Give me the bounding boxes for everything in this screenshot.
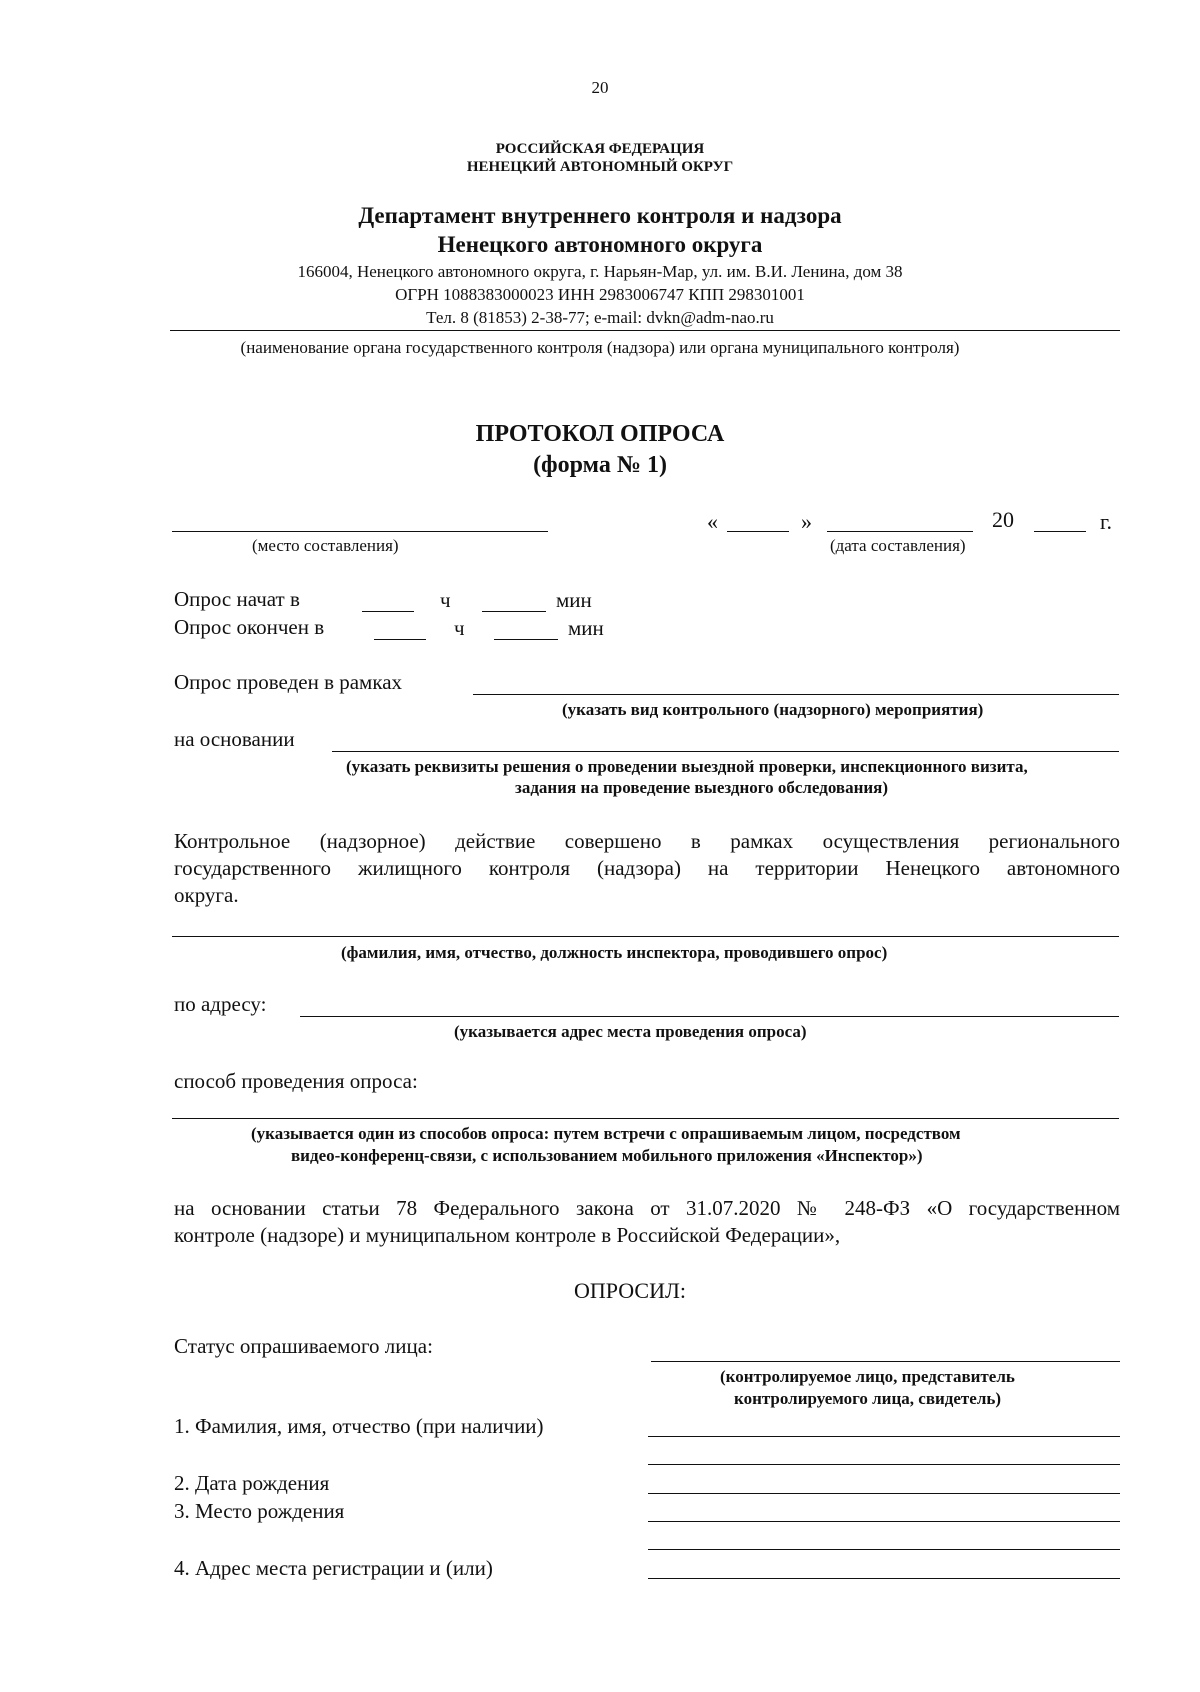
registration-address-line[interactable] [648,1578,1120,1579]
scope-field-line[interactable] [473,694,1119,695]
date-quote-close: » [801,509,812,534]
header-caption: (наименование органа государственного контроля (надзора) или органа муниципального контроля) [240,338,960,357]
basis-caption-line2: задания на проведение выездного обследования) [515,778,889,797]
ended-minutes-line[interactable] [494,639,558,640]
scope-caption: (указать вид контрольного (надзорного) мероприятия) [562,700,984,719]
interviewed-heading: ОПРОСИЛ: [573,1278,687,1303]
address-label: по адресу: [174,992,267,1016]
header-region: НЕНЕЦКИЙ АВТОНОМНЫЙ ОКРУГ [466,159,734,175]
method-caption-line1: (указывается один из способов опроса: путем встречи с опрашиваемым лицом, посредством [251,1124,961,1143]
date-quote-open: « [707,509,718,534]
header-underline [170,330,1120,331]
document-title: ПРОТОКОЛ ОПРОСА [475,421,725,447]
control-action-line2: государственного жилищного контроля (надзора) на территории Ненецкого автономного [174,856,1120,880]
started-label: Опрос начат в [174,587,300,611]
status-caption-line1: (контролируемое лицо, представитель [720,1367,1015,1386]
address-caption: (указывается адрес места проведения опроса) [454,1022,807,1041]
ended-hours-unit: ч [454,616,465,640]
day-field-line[interactable] [727,531,789,532]
full-name-line-2[interactable] [648,1464,1120,1465]
page-number: 20 [591,78,609,97]
birth-date-line[interactable] [648,1493,1120,1494]
address-field-line[interactable] [300,1016,1119,1017]
header-country: РОССИЙСКАЯ ФЕДЕРАЦИЯ [495,141,705,157]
started-minutes-line[interactable] [482,611,546,612]
department-registry: ОГРН 1088383000023 ИНН 2983006747 КПП 298301001 [395,285,805,304]
method-caption-line2: видео-конференц-связи, с использованием мобильного приложения «Инспектор») [291,1146,923,1165]
basis-label: на основании [174,727,295,751]
department-title-line1: Департамент внутреннего контроля и надзора [358,203,842,228]
year-prefix: 20 [992,507,1014,532]
full-name-line-1[interactable] [648,1436,1120,1437]
department-contacts: Тел. 8 (81853) 2-38-77; e-mail: dvkn@adm-nao.ru [426,308,774,327]
department-title-line2: Ненецкого автономного округа [437,232,763,257]
status-caption-line2: контролируемого лица, свидетель) [734,1389,1002,1408]
field-full-name: 1. Фамилия, имя, отчество (при наличии) [174,1414,544,1438]
birth-place-line-1[interactable] [648,1521,1120,1522]
method-label: способ проведения опроса: [174,1069,418,1093]
started-hours-unit: ч [440,588,451,612]
method-field-line[interactable] [172,1118,1119,1119]
status-field-line[interactable] [651,1361,1120,1362]
control-action-line1: Контрольное (надзорное) действие совершено в рамках осуществления регионального [174,829,1120,853]
ended-hours-line[interactable] [374,639,426,640]
started-minutes-unit: мин [556,588,592,612]
place-field-line[interactable] [172,531,548,532]
field-birth-place: 3. Место рождения [174,1499,345,1523]
started-hours-line[interactable] [362,611,414,612]
basis-caption-line1: (указать реквизиты решения о проведении выездной проверки, инспекционного визита, [346,757,1028,776]
department-address: 166004, Ненецкого автономного округа, г. Нарьян-Мар, ул. им. В.И. Ленина, дом 38 [297,262,903,281]
year-field-line[interactable] [1034,531,1086,532]
birth-place-line-2[interactable] [648,1549,1120,1550]
document-form-number: (форма № 1) [533,452,667,478]
basis-field-line[interactable] [332,751,1119,752]
field-registration-address: 4. Адрес места регистрации и (или) [174,1556,493,1580]
inspector-caption: (фамилия, имя, отчество, должность инспектора, проводившего опрос) [341,943,888,962]
legal-basis-line1: на основании статьи 78 Федерального закона от 31.07.2020 № 248-ФЗ «О государственном [174,1196,1120,1220]
month-field-line[interactable] [827,531,973,532]
place-caption: (место составления) [252,536,399,555]
ended-label: Опрос окончен в [174,615,325,639]
scope-label: Опрос проведен в рамках [174,670,403,694]
field-birth-date: 2. Дата рождения [174,1471,330,1495]
control-action-line3: округа. [174,883,239,907]
status-label: Статус опрашиваемого лица: [174,1334,433,1358]
year-suffix: г. [1100,509,1113,534]
date-caption: (дата составления) [830,536,966,555]
legal-basis-line2: контроле (надзоре) и муниципальном контроле в Российской Федерации», [174,1223,841,1247]
inspector-field-line[interactable] [172,936,1119,937]
ended-minutes-unit: мин [568,616,604,640]
